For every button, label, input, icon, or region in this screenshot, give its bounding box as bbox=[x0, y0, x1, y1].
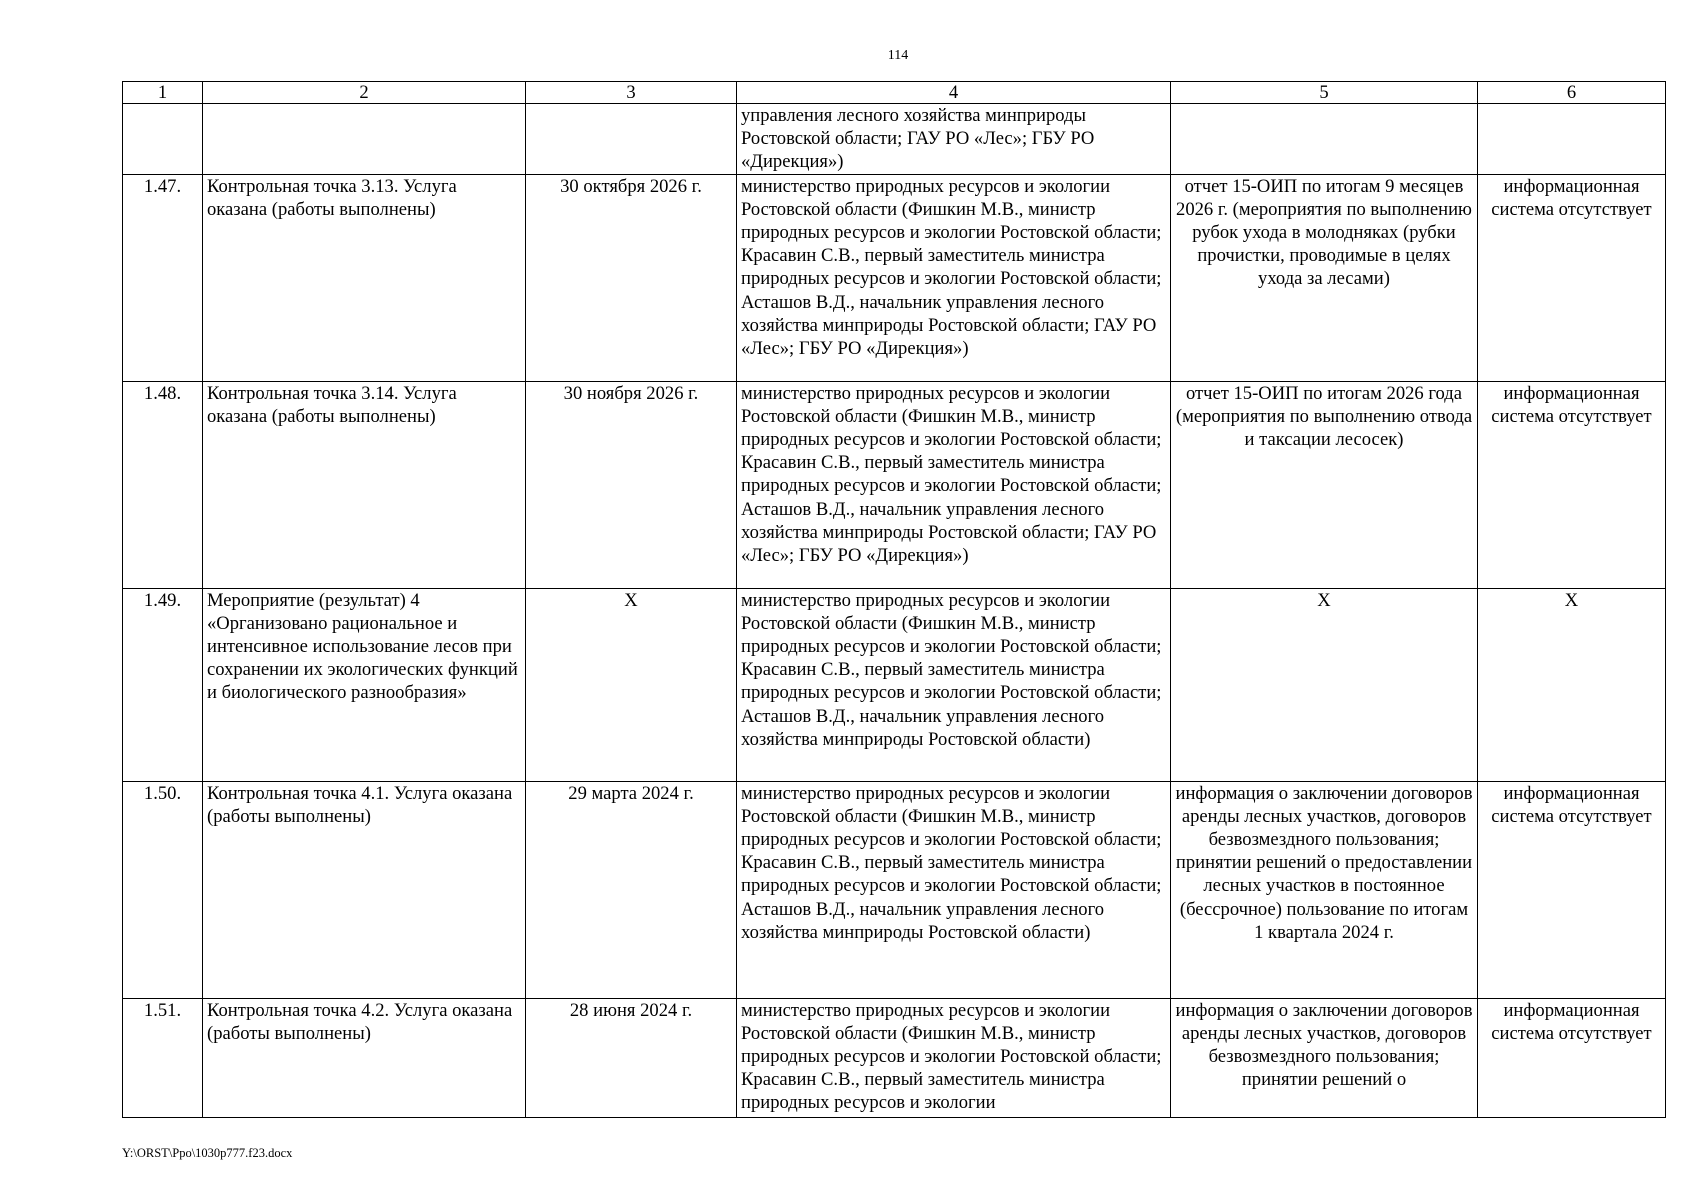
row-name: Мероприятие (результат) 4 «Организовано рациональное и интенсивное использование лесов при сохранении их экологических функций и биологического разнообразия» bbox=[203, 588, 526, 781]
row-date: 30 ноября 2026 г. bbox=[526, 381, 737, 588]
table-row bbox=[123, 998, 1666, 1117]
row-system: информационная система отсутствует bbox=[1478, 381, 1666, 588]
column-header: 4 bbox=[737, 82, 1171, 104]
row-name: Контрольная точка 3.14. Услуга оказана (работы выполнены) bbox=[203, 381, 526, 588]
table-header-row bbox=[123, 82, 1666, 104]
row-document: отчет 15-ОИП по итогам 9 месяцев 2026 г. (мероприятия по выполнению рубок ухода в молодняках (рубки прочистки, проводимые в целях ухода за лесами) bbox=[1171, 174, 1478, 381]
table-row bbox=[123, 381, 1666, 588]
column-header: 1 bbox=[123, 82, 203, 104]
row-responsible: министерство природных ресурсов и экологии Ростовской области (Фишкин М.В., министр природных ресурсов и экологии Ростовской области; Красавин С.В., первый заместитель министра природных ресурсов и экологии Ростовской области; Асташов В.Д., начальник управления лесного хозяйства минприроды Ростовской области) bbox=[737, 588, 1171, 781]
row-responsible: министерство природных ресурсов и экологии Ростовской области (Фишкин М.В., министр природных ресурсов и экологии Ростовской области; Красавин С.В., первый заместитель министра природных ресурсов и экологии Ростовской области; Асташов В.Д., начальник управления лесного хозяйства минприроды Ростовской области; ГАУ РО «Лес»; ГБУ РО «Дирекция») bbox=[737, 174, 1171, 381]
row-date: 28 июня 2024 г. bbox=[526, 998, 737, 1117]
row-system: информационная система отсутствует bbox=[1478, 174, 1666, 381]
row-system: информационная система отсутствует bbox=[1478, 998, 1666, 1117]
row-responsible: министерство природных ресурсов и экологии Ростовской области (Фишкин М.В., министр природных ресурсов и экологии Ростовской области; Красавин С.В., первый заместитель министра природных ресурсов и экологии Ростовской области; Асташов В.Д., начальник управления лесного хозяйства минприроды Ростовской области; ГАУ РО «Лес»; ГБУ РО «Дирекция») bbox=[737, 381, 1171, 588]
row-number bbox=[123, 104, 203, 175]
table-row bbox=[123, 174, 1666, 381]
row-name: Контрольная точка 4.2. Услуга оказана (работы выполнены) bbox=[203, 998, 526, 1117]
column-header: 6 bbox=[1478, 82, 1666, 104]
row-number: 1.50. bbox=[123, 781, 203, 998]
row-date: 30 октября 2026 г. bbox=[526, 174, 737, 381]
row-document: отчет 15-ОИП по итогам 2026 года (мероприятия по выполнению отвода и таксации лесосек) bbox=[1171, 381, 1478, 588]
row-name: Контрольная точка 3.13. Услуга оказана (работы выполнены) bbox=[203, 174, 526, 381]
row-responsible: министерство природных ресурсов и экологии Ростовской области (Фишкин М.В., министр природных ресурсов и экологии Ростовской области; Красавин С.В., первый заместитель министра природных ресурсов и экологии Ростовской области; Асташов В.Д., начальник управления лесного хозяйства минприроды Ростовской области) bbox=[737, 781, 1171, 998]
column-header: 5 bbox=[1171, 82, 1478, 104]
row-responsible: управления лесного хозяйства минприроды Ростовской области; ГАУ РО «Лес»; ГБУ РО «Дирекция») bbox=[737, 104, 1171, 175]
page-number: 114 bbox=[887, 48, 909, 63]
row-document: информация о заключении договоров аренды лесных участков, договоров безвозмездного пользования; принятии решений о предоставлении лесных участков в постоянное (бессрочное) пользование по итогам 1 квартала 2024 г. bbox=[1171, 781, 1478, 998]
row-responsible: министерство природных ресурсов и экологии Ростовской области (Фишкин М.В., министр природных ресурсов и экологии Ростовской области; Красавин С.В., первый заместитель министра природных ресурсов и экологии bbox=[737, 998, 1171, 1117]
row-number: 1.48. bbox=[123, 381, 203, 588]
row-name: Контрольная точка 4.1. Услуга оказана (работы выполнены) bbox=[203, 781, 526, 998]
row-date bbox=[526, 104, 737, 175]
column-header: 3 bbox=[526, 82, 737, 104]
row-number: 1.47. bbox=[123, 174, 203, 381]
row-document: Х bbox=[1171, 588, 1478, 781]
control-points-table bbox=[122, 81, 1666, 1118]
row-system: Х bbox=[1478, 588, 1666, 781]
file-path-footer: Y:\ORST\Ppo\1030p777.f23.docx bbox=[122, 1146, 293, 1160]
table-row bbox=[123, 104, 1666, 175]
column-header: 2 bbox=[203, 82, 526, 104]
row-system bbox=[1478, 104, 1666, 175]
table-row bbox=[123, 781, 1666, 998]
row-date: Х bbox=[526, 588, 737, 781]
row-number: 1.49. bbox=[123, 588, 203, 781]
row-number: 1.51. bbox=[123, 998, 203, 1117]
row-name bbox=[203, 104, 526, 175]
row-date: 29 марта 2024 г. bbox=[526, 781, 737, 998]
row-document: информация о заключении договоров аренды лесных участков, договоров безвозмездного пользования; принятии решений о bbox=[1171, 998, 1478, 1117]
table-row bbox=[123, 588, 1666, 781]
row-document bbox=[1171, 104, 1478, 175]
row-system: информационная система отсутствует bbox=[1478, 781, 1666, 998]
